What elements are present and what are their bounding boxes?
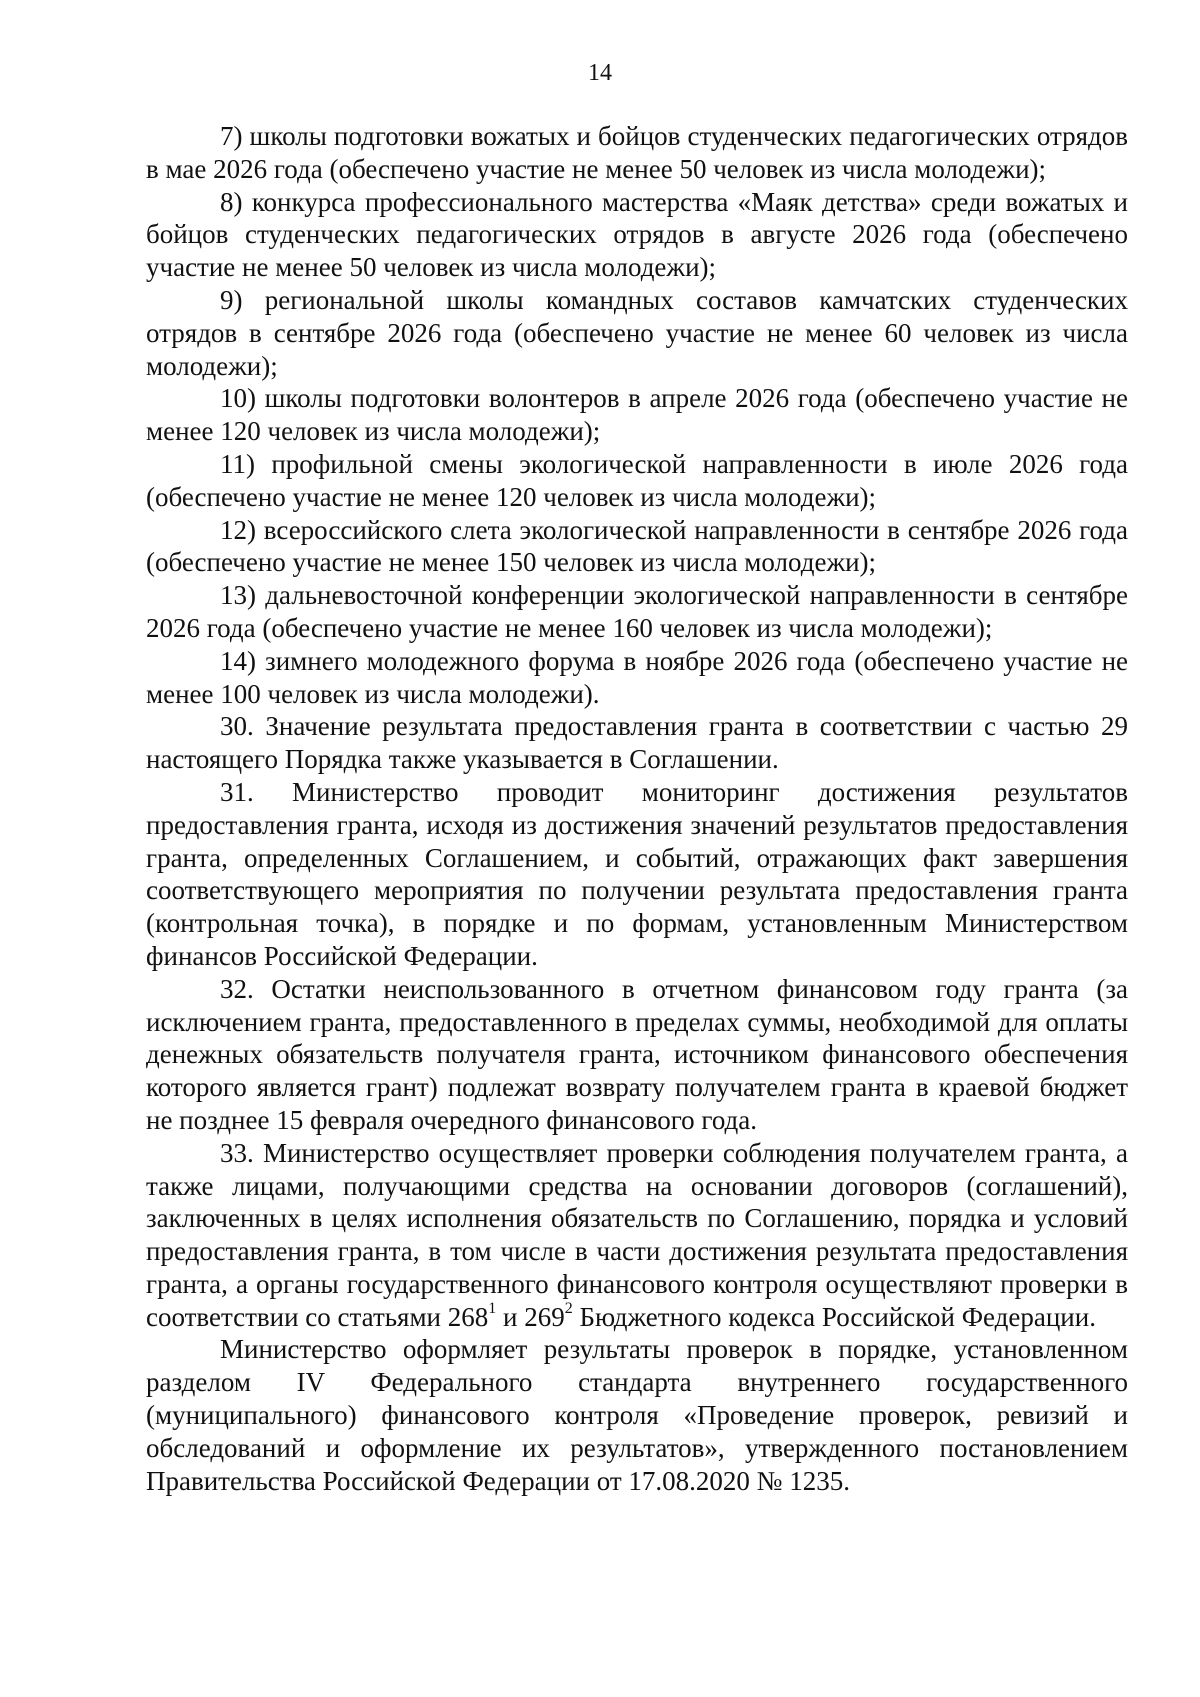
paragraph-item-10: 10) школы подготовки волонтеров в апреле 2026 года (обеспечено участие не менее 120 человек из числа молодежи);: [146, 383, 1128, 447]
paragraph-item-14: 14) зимнего молодежного форума в ноябре 2026 года (обеспечено участие не менее 100 человек из числа молодежи).: [146, 645, 1128, 709]
paragraph-item-8: 8) конкурса профессионального мастерства «Маяк детства» среди вожатых и бойцов студенческих педагогических отрядов в августе 2026 года (обеспечено участие не менее 50 человек из числа молодежи);: [146, 186, 1128, 283]
paragraph-item-9: 9) региональной школы командных составов камчатских студенческих отрядов в сентябре 2026 года (обеспечено участие не менее 60 человек из числа молодежи);: [146, 284, 1128, 381]
paragraph-33-text-start: 33. Министерство осуществляет проверки соблюдения получателем гранта, а также лицами, получающими средства на основании договоров (соглашений), заключенных в целях исполнения обязательств по Соглашению, порядка и условий предоставления гранта, в том числе в части достижения результата предоставления гранта, а органы государственного финансового контроля осуществляют проверки в соответствии со статьями 268: [146, 1137, 1128, 1332]
paragraph-33-text-middle: и 269: [496, 1301, 565, 1332]
article-269-superscript: 2: [564, 1299, 573, 1317]
paragraph-item-12: 12) всероссийского слета экологической направленности в сентябре 2026 года (обеспечено участие не менее 150 человек из числа молодежи);: [146, 514, 1128, 578]
paragraph-33-text-end: Бюджетного кодекса Российской Федерации.: [572, 1301, 1096, 1332]
paragraph-31: 31. Министерство проводит мониторинг достижения результатов предоставления гранта, исходя из достижения значений результатов предоставления гранта, определенных Соглашением, и событий, отражающих факт завершения соответствующего мероприятия по получении результата предоставления гранта (контрольная точка), в порядке и по формам, установленным Министерством финансов Российской Федерации.: [146, 776, 1128, 971]
article-268-superscript: 1: [488, 1299, 497, 1317]
paragraph-33: [146, 1137, 1128, 1334]
page-number: 14: [588, 60, 612, 86]
paragraph-inspection-results: Министерство оформляет результаты проверок в порядке, установленном разделом IV Федерального стандарта внутреннего государственного (муниципального) финансового контроля «Проведение проверок, ревизий и обследований и оформление их результатов», утвержденного постановлением Правительства Российской Федерации от 17.08.2020 № 1235.: [146, 1334, 1128, 1496]
paragraph-item-7: 7) школы подготовки вожатых и бойцов студенческих педагогических отрядов в мае 2026 года (обеспечено участие не менее 50 человек из числа молодежи);: [146, 121, 1128, 184]
paragraph-32: 32. Остатки неиспользованного в отчетном финансовом году гранта (за исключением гранта, предоставленного в пределах суммы, необходимой для оплаты денежных обязательств получателя гранта, источником финансового обеспечения которого является грант) подлежат возврату получателем гранта в краевой бюджет не позднее 15 февраля очередного финансового года.: [146, 973, 1128, 1135]
paragraph-item-11: 11) профильной смены экологической направленности в июле 2026 года (обеспечено участие не менее 120 человек из числа молодежи);: [146, 448, 1128, 512]
paragraph-item-13: 13) дальневосточной конференции экологической направленности в сентябре 2026 года (обеспечено участие не менее 160 человек из числа молодежи);: [146, 580, 1128, 643]
paragraph-30: 30. Значение результата предоставления гранта в соответствии с частью 29 настоящего Порядка также указывается в Соглашении.: [146, 711, 1128, 775]
document-body: [146, 120, 1128, 1497]
